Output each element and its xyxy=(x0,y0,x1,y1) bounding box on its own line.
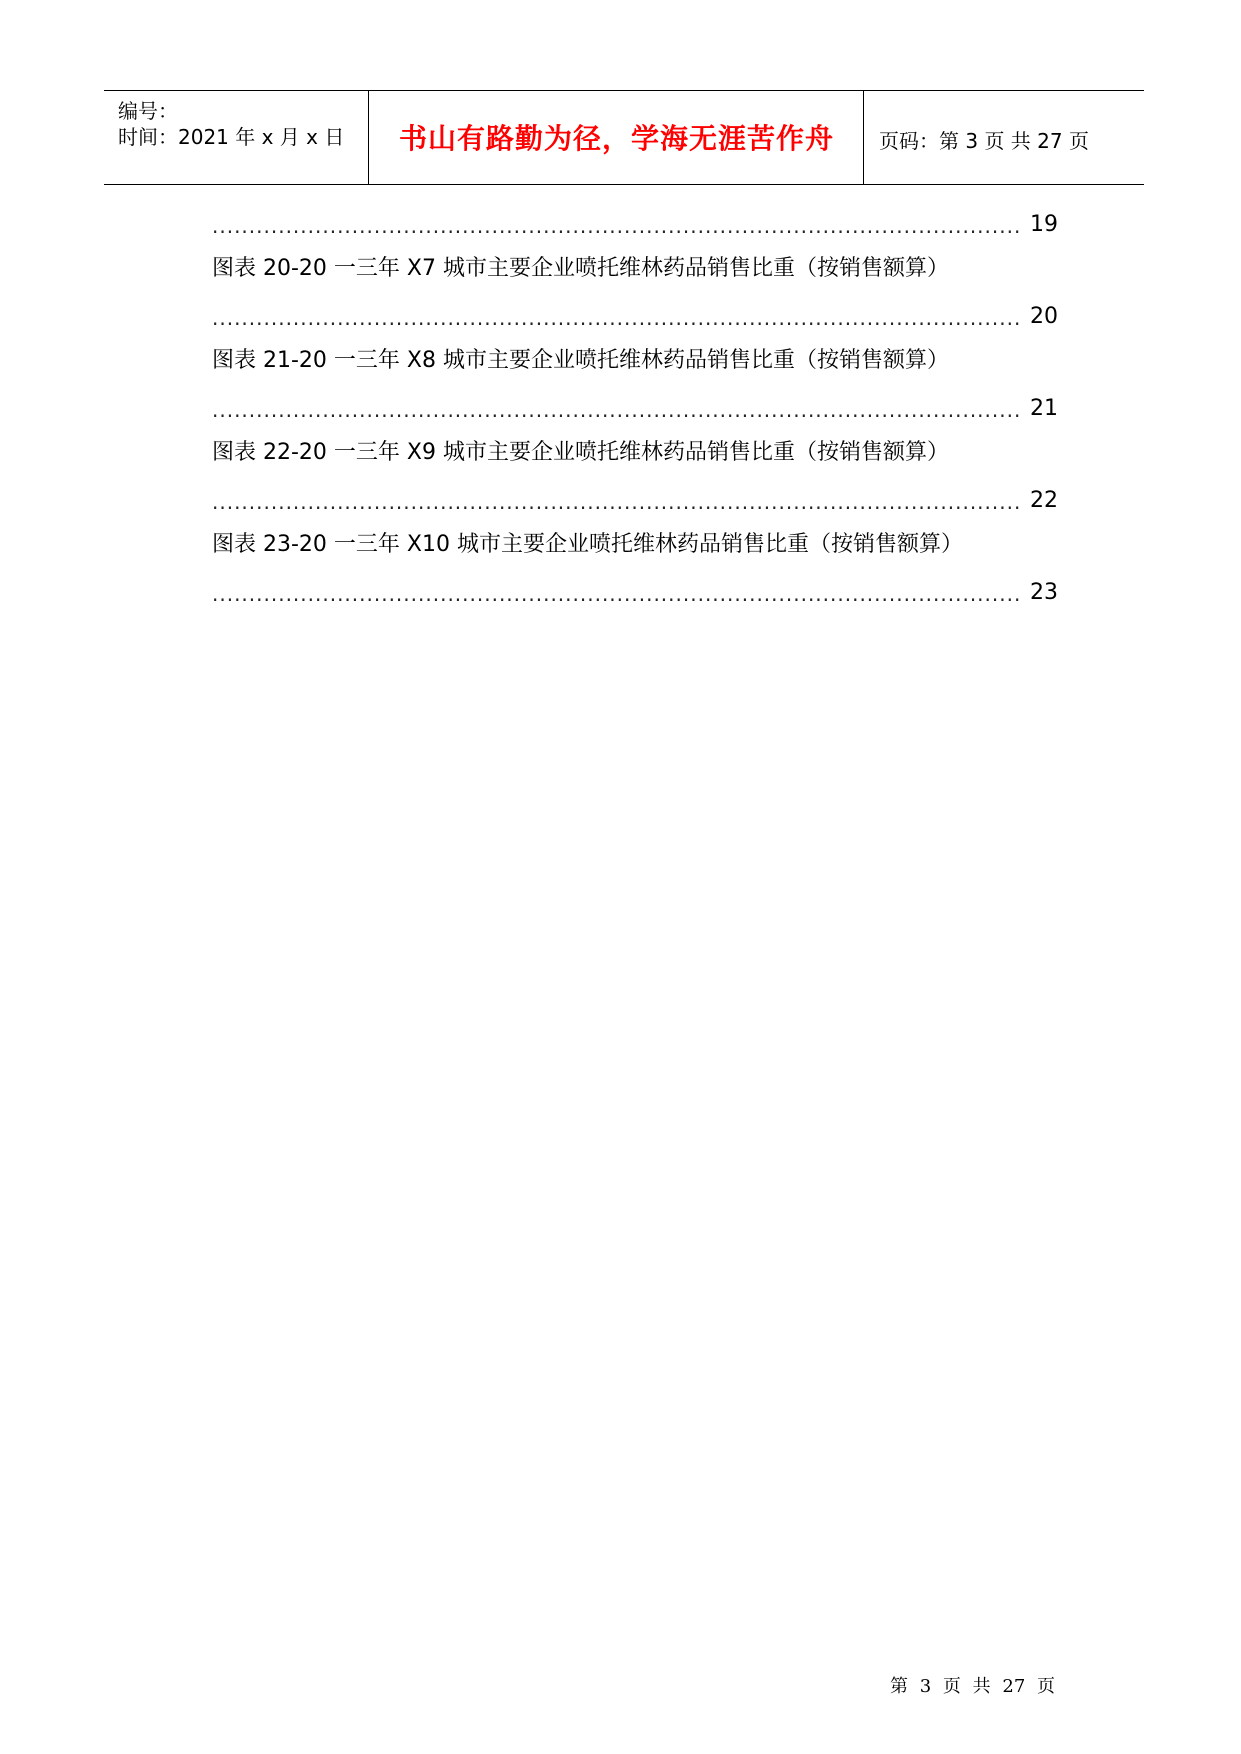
header-motto: 书山有路勤为径，学海无涯苦作舟 xyxy=(398,122,834,155)
toc-entry-title[interactable]: 图表 22-20 一三年 X9 城市主要企业喷托维林药品销售比重（按销售额算） xyxy=(212,440,949,465)
toc-leader-row xyxy=(212,476,1058,522)
header-left-cell xyxy=(104,91,369,184)
header-middle-cell xyxy=(370,91,864,184)
toc-dot-leader xyxy=(212,214,1020,238)
page-footer: 第 3 页 共 27 页 xyxy=(890,1676,1055,1697)
header-right-cell xyxy=(865,91,1144,184)
toc-dot-leader xyxy=(212,582,1020,606)
toc-entry[interactable] xyxy=(212,522,1058,614)
toc-entry-title[interactable]: 图表 21-20 一三年 X8 城市主要企业喷托维林药品销售比重（按销售额算） xyxy=(212,348,949,373)
toc-page-number[interactable]: 21 xyxy=(1030,396,1058,421)
toc-entry-title[interactable]: 图表 20-20 一三年 X7 城市主要企业喷托维林药品销售比重（按销售额算） xyxy=(212,256,949,281)
toc-leader-row xyxy=(212,384,1058,430)
table-of-figures xyxy=(212,200,1058,614)
toc-page-number[interactable]: 19 xyxy=(1030,212,1058,237)
page-header xyxy=(104,90,1144,185)
toc-entry[interactable] xyxy=(212,338,1058,430)
toc-entry-title[interactable]: 图表 23-20 一三年 X10 城市主要企业喷托维林药品销售比重（按销售额算） xyxy=(212,532,963,557)
toc-dot-leader xyxy=(212,398,1020,422)
toc-page-number[interactable]: 20 xyxy=(1030,304,1058,329)
toc-dot-leader xyxy=(212,306,1020,330)
toc-entry[interactable] xyxy=(212,246,1058,338)
toc-leader-row xyxy=(212,200,1058,246)
toc-entry[interactable] xyxy=(212,430,1058,522)
header-page-info: 页码：第 3 页 共 27 页 xyxy=(879,129,1089,153)
toc-page-number[interactable]: 22 xyxy=(1030,488,1058,513)
toc-page-number[interactable]: 23 xyxy=(1030,580,1058,605)
toc-leader-row xyxy=(212,568,1058,614)
document-time-label: 时间：2021 年 x 月 x 日 xyxy=(118,125,345,149)
toc-dot-leader xyxy=(212,490,1020,514)
document-number-label: 编号： xyxy=(118,99,178,123)
toc-leader-row xyxy=(212,292,1058,338)
